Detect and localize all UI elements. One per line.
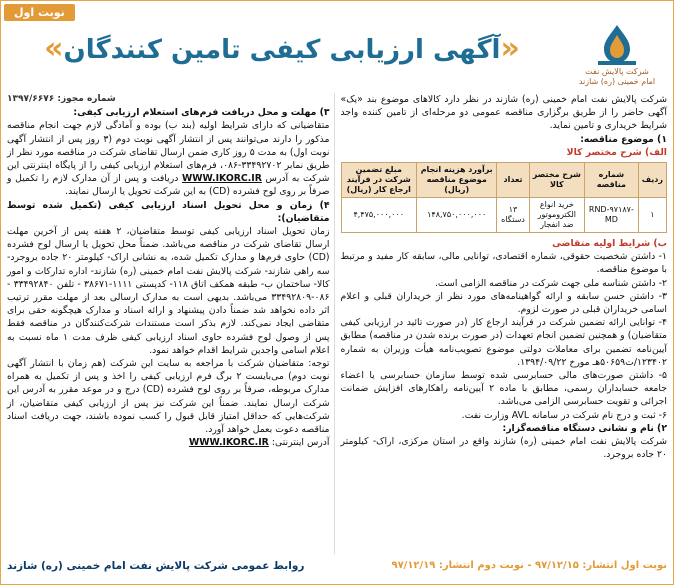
section2-text: شرکت پالایش نفت امام خمینی (ره) شازند واقع در استان مرکزی، اراک- کیلومتر ۲۰ جاده بروجرد. — [340, 436, 667, 461]
cell-quantity: ۱۳ دستگاه — [497, 198, 529, 233]
col-tender-number: شماره مناقصه — [585, 163, 639, 198]
section3-text-b: دریافت و پس از آن مدارک لازم را تکمیل و صرفاً بر روی لوح فشرده (CD) به این شرکت تحویل یا ارسال نمایند. — [7, 173, 330, 198]
section2-title: ۲) نام و نشانی دستگاه مناقصه‌گزار: — [502, 422, 667, 434]
footer — [7, 558, 667, 580]
condition-2: ۲- داشتن شناسه ملی جهت شرکت در مناقصه الزامی است. — [434, 277, 667, 289]
tender-table — [341, 162, 667, 233]
website-row — [7, 436, 330, 449]
content-columns — [7, 93, 667, 554]
intro-text: شرکت پالایش نفت امام خمینی (ره) شازند در نظر دارد کالاهای موضوع بند «یک» آگهی حاضر را از طریق برگزاری مناقصه عمومی دو مرحله‌ای از تامین کننده واجد شرایط خریداری و تامین نماید. — [340, 94, 667, 132]
col-guarantee: مبلغ تضمین شرکت در فرآیند ارجاع کار (ریال) — [341, 163, 416, 198]
col-description: شرح مختصر کالا — [529, 163, 584, 198]
section1-subtitle: الف) شرح مختصر کالا — [566, 146, 667, 158]
condition-4: ۴- توانایی ارائه تضمین شرکت در فرآیند ارجاع کار (در صورت تائید در ارزیابی کیفی متقاضیان) و همچنین تضمین انجام تعهدات (در صورت برنده شدن در مناقصه) مطابق آیین‌نامه تضمین برای معاملات دولتی موضوع تصویب‌نامه هیأت وزیران به شماره ۱۲۳۴۰۲/ت۵۰۶۵۹هـ مورخ ۱۳۹۴/۰۹/۲۲. — [340, 317, 667, 368]
condition-1: ۱- داشتن شخصیت حقوقی، شماره اقتصادی، توانایی مالی، سابقه کار مفید و مرتبط با موضوع مناقصه. — [340, 251, 667, 276]
website-link[interactable]: WWW.IKORC.IR — [189, 437, 269, 449]
company-logo — [567, 23, 667, 93]
col-quantity: تعداد — [497, 163, 529, 198]
condition-3: ۳- داشتن حسن سابقه و ارائه گواهینامه‌های مورد نظر از خریداران قبلی و اعلام اسامی خریداران قبلی در صورت لزوم. — [340, 290, 667, 316]
col-row: ردیف — [638, 163, 666, 198]
table-header-row — [341, 163, 666, 198]
first-publication-tag: نوبت اول — [4, 4, 75, 21]
page-title: «آگهی ارزیابی کیفی تامین کنندگان» — [44, 31, 520, 66]
website-link-inline[interactable]: WWW.IKORC.IR — [182, 173, 262, 185]
publication-dates: نوبت اول انتشار: ۹۷/۱۲/۱۵ - نوبت دوم انتشار: ۹۷/۱۲/۱۹ — [391, 560, 667, 571]
section3-text-a: متقاضیانی که دارای شرایط اولیه (بند ب) بوده و آمادگی لازم جهت انجام مناقصه مذکور را دارند می‌توانند پس از انتشار آگهی نوبت دوم (۳ روز پس از انتشار آگهی نوبت اول) به مدت ۵ روز کاری ضمن ارسال تقاضای شرکت در مناقصه مورد نظر از طریق نمابر ۳۳۴۹۲۷۰۲-۰۸۶، فرم‌های استعلام ارزیابی کیفی را از پایگاه اینترنتی این شرکت به آدرس — [7, 120, 330, 185]
col-estimate: برآورد هزینه انجام موضوع مناقصه (ریال) — [417, 163, 497, 198]
table-row — [341, 198, 666, 233]
section3-title: ۳) مهلت و محل دریافت فرم‌های استعلام ارزیابی کیفی: — [73, 107, 330, 119]
condition-6: ۶- ثبت و درج نام شرکت در سامانه AVL وزارت نفت. — [461, 409, 667, 421]
cell-row: ۱ — [638, 198, 666, 233]
cell-estimate: ۱۴۸,۷۵۰,۰۰۰,۰۰۰ — [417, 198, 497, 233]
publisher-name: روابط عمومی شرکت پالایش نفت امام خمینی (ره) شازند — [7, 560, 305, 572]
title-text: آگهی ارزیابی کیفی تامین کنندگان — [63, 35, 501, 65]
cell-tender-number: RND-۹۷۱۸۷-MD — [585, 198, 639, 233]
left-column — [7, 93, 335, 554]
right-column — [341, 93, 667, 554]
company-name-line2: امام خمینی (ره) شازند — [578, 77, 656, 86]
cell-description: خرید انواع الکتروموتور ضد انفجار — [529, 198, 584, 233]
section4-text: زمان تحویل اسناد ارزیابی کیفی توسط متقاضیان، ۲ هفته پس از آخرین مهلت ارسال تقاضای شرکت در مناقصه می‌باشد. ضمناً محل تحویل یا ارسال لوح فشرده (CD) حاوی فرم‌ها و مدارک تکمیل شده، به نشانی اراک- کیلومتر ۲۰ جاده بروجرد- سه راهی شازند- شرکت پالایش نفت امام خمینی (ره) شازند- اداره تدارکات و امور کالا- ساختمان ب- طبقه همکف اتاق ۱۱۸- کدپستی ۱۱۱۱-۳۸۶۷۱ - تلفن ۳۳۴۹۲۸۴۰ - ۰۸۶-۳۳۴۹۲۸۰۹ می‌باشد. بدیهی است به مدارک ارسالی بعد از مهلت مقرر ترتیب اثر داده نخواهد شد ضمناً دادن پیشنهاد و ارائه اسناد و مدارک هیچگونه حقی برای متقاضی ایجاد نمی‌کند. لازم بذکر است مستندات شرکت‌کنندگان در مناقصه فقط پس از وصول لوح فشرده حاوی اسناد ارزیابی کیفی ظرف مدت ۱ ماه نسبت به اعلام اسامی واجدین شرایط اقدام خواهد نمود. — [7, 226, 330, 356]
note-text: توجه: متقاضیان شرکت با مراجعه به سایت این شرکت (هم زمان با انتشار آگهی نوبت دوم) می‌بایست ۲ برگ فرم ارزیابی کیفی را اخذ و پس از تکمیل به همراه مدارک مربوطه، صرفاً بر روی لوح فشرده (CD) درج و در موعد مقرر به آدرس این شرکت ارسال نمایند. ضمناً این شرکت نیز پس از ارزیابی کیفی متقاضیان، از شرکت‌هایی که حداقل امتیاز قابل قبول را کسب نموده باشند، جهت دریافت اسناد مناقصه دعوت بعمل خواهد آورد. — [7, 358, 330, 436]
company-name-line1: شرکت پالایش نفت — [585, 67, 649, 76]
section3-text — [7, 119, 330, 198]
cell-guarantee: ۴,۴۷۵,۰۰۰,۰۰۰ — [341, 198, 416, 233]
section4-title: ۴) زمان و محل تحویل اسناد ارزیابی کیفی (تکمیل شده توسط متقاضیان): — [7, 199, 330, 224]
header — [7, 23, 667, 93]
section-b-title: ب) شرایط اولیه متقاضی — [552, 238, 667, 250]
refinery-flame-icon — [590, 23, 644, 67]
condition-5: ۵- داشتن صورت‌های مالی حسابرسی شده توسط سازمان حسابرسی یا اعضاء جامعه حسابداران رسمی، مطابق با ماده ۲ آیین‌نامه راهکارهای افزایش ضمانت اجرائی و تقویت حسابرسی الزامی می‌باشد. — [340, 370, 667, 408]
website-label: آدرس اینترنتی: — [271, 437, 330, 449]
section1-title: ۱) موضوع مناقصه: — [580, 133, 667, 145]
permit-number: شماره مجوز: ۱۳۹۷/۶۶۷۶ — [7, 94, 116, 104]
